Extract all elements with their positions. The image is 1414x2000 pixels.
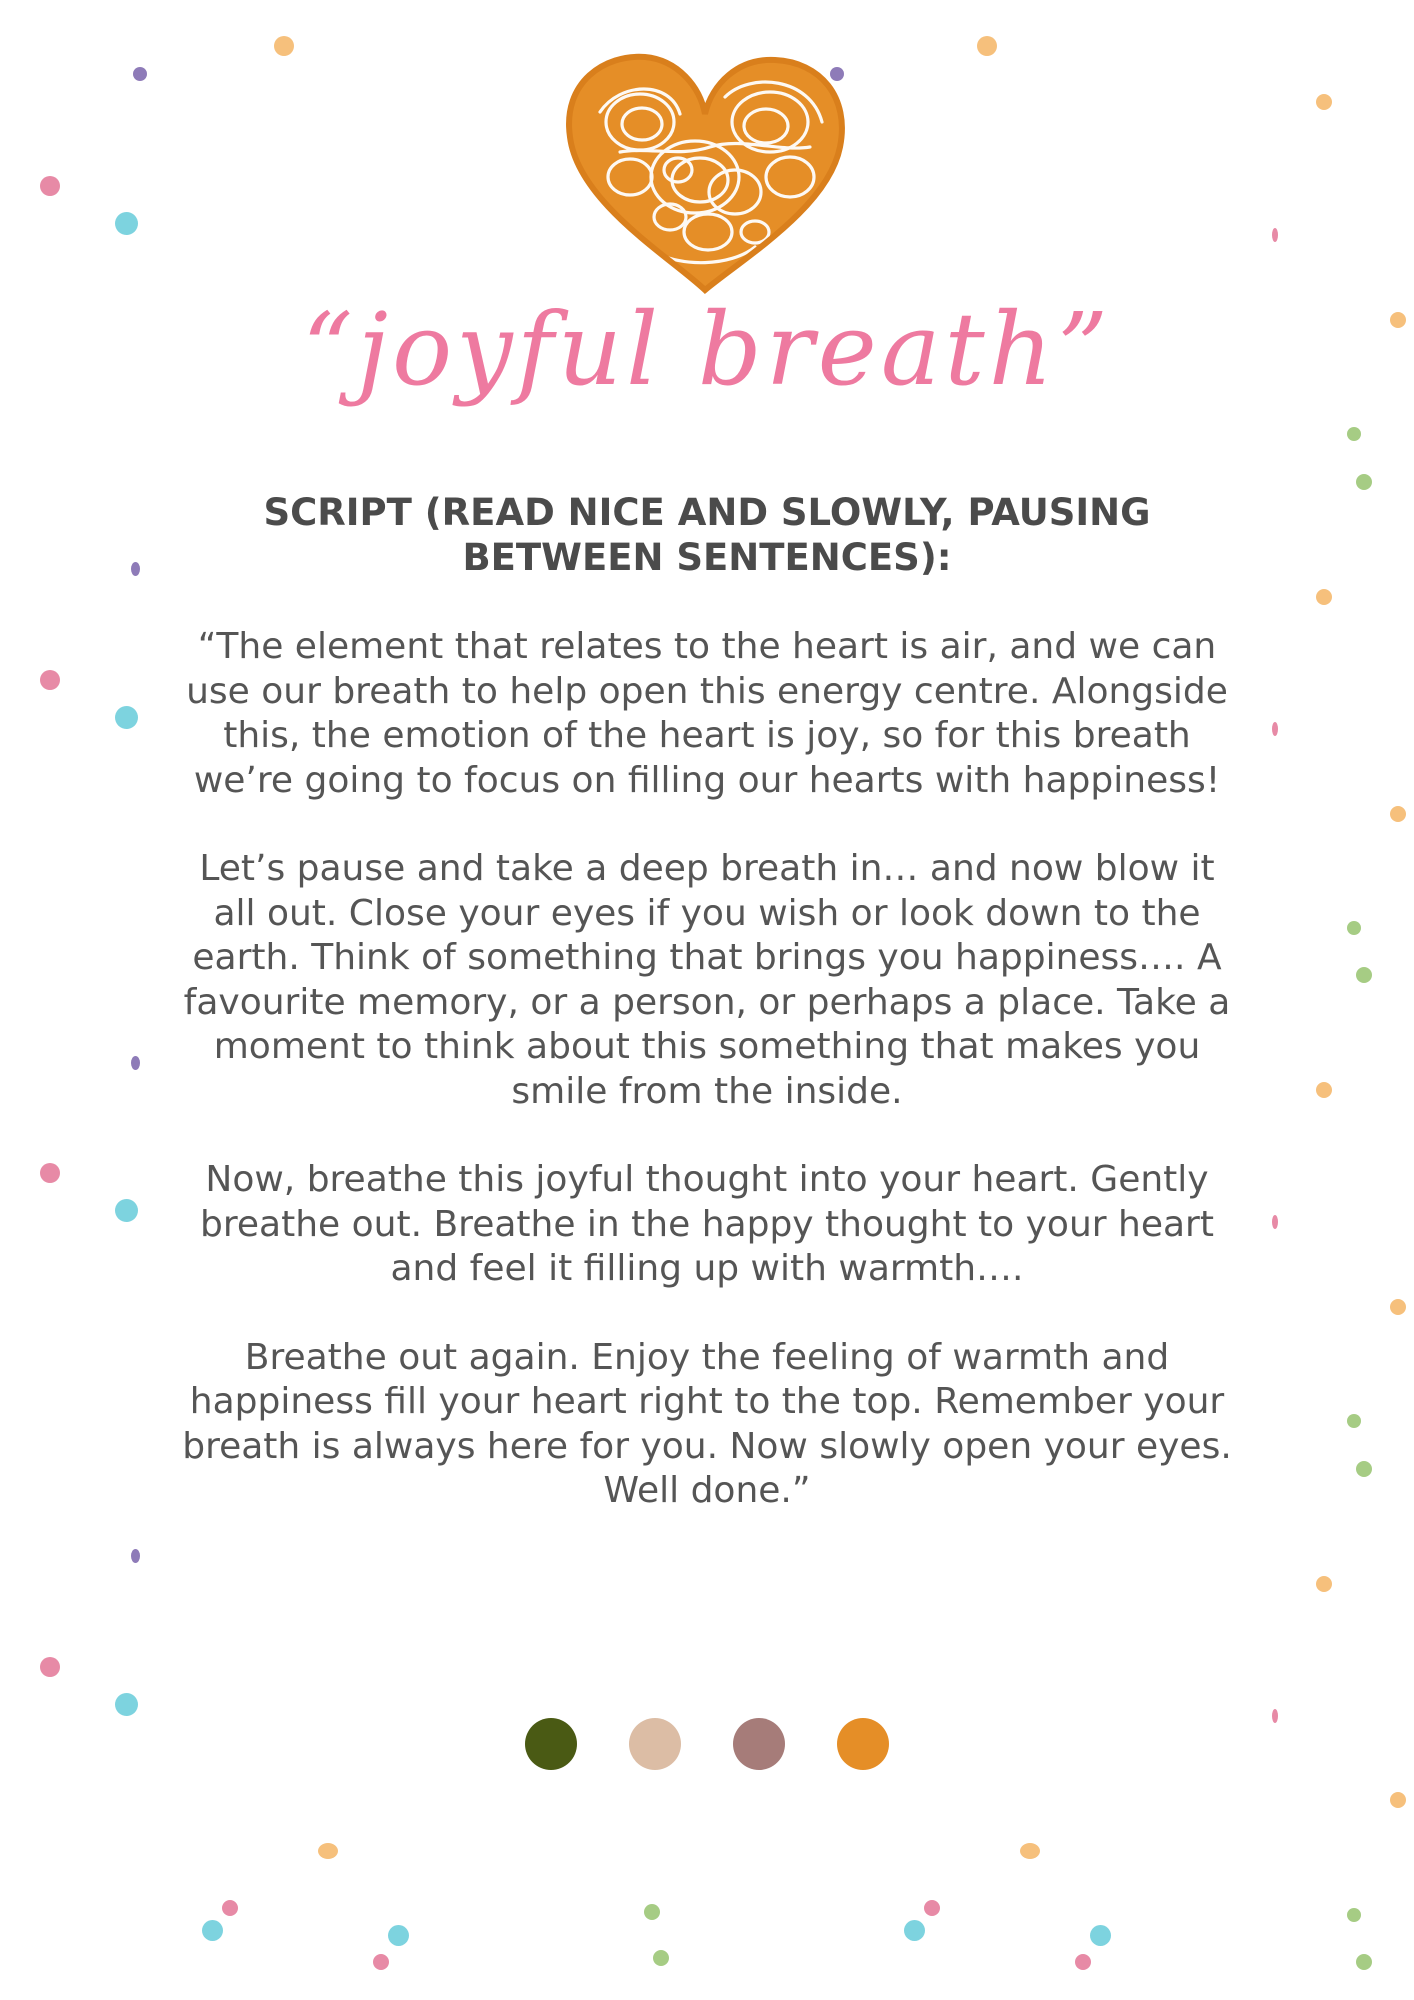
confetti-dot xyxy=(222,1900,238,1916)
confetti-dot xyxy=(1356,474,1372,490)
confetti-dot xyxy=(115,1199,138,1222)
confetti-dot xyxy=(115,706,138,729)
confetti-dot xyxy=(1347,1908,1361,1922)
color-swatch-olive xyxy=(525,1718,577,1770)
confetti-dot xyxy=(131,1056,140,1070)
confetti-dot xyxy=(40,1657,60,1677)
confetti-dot xyxy=(1272,1709,1278,1723)
confetti-dot xyxy=(924,1900,940,1916)
confetti-dot xyxy=(1356,967,1372,983)
scribble-heart-icon xyxy=(560,52,850,297)
confetti-dot xyxy=(40,670,60,690)
confetti-dot xyxy=(202,1920,223,1941)
color-swatch-beige xyxy=(629,1718,681,1770)
confetti-dot xyxy=(40,176,60,196)
confetti-dot xyxy=(1390,1299,1406,1315)
script-heading: SCRIPT (READ NICE AND SLOWLY, PAUSING BETWEEN SENTENCES): xyxy=(263,491,1151,579)
confetti-dot xyxy=(1347,427,1361,441)
confetti-dot xyxy=(274,36,294,56)
color-swatch-mauve xyxy=(733,1718,785,1770)
confetti-dot xyxy=(1075,1954,1091,1970)
confetti-dot xyxy=(1390,806,1406,822)
confetti-dot xyxy=(115,1693,138,1716)
script-paragraph: Breathe out again. Enjoy the feeling of warmth and happiness fill your heart right to the top. Remember your breath is always here for you. Now slowly open your eyes. Well done.” xyxy=(182,1336,1232,1511)
confetti-dot xyxy=(1090,1925,1111,1946)
script-body xyxy=(180,625,1234,1558)
confetti-dot xyxy=(1347,1414,1361,1428)
confetti-dot xyxy=(40,1163,60,1183)
confetti-dot xyxy=(131,1549,140,1563)
confetti-dot xyxy=(1316,589,1332,605)
color-swatch-orange xyxy=(837,1718,889,1770)
confetti-dot xyxy=(644,1904,660,1920)
confetti-dot xyxy=(1316,94,1332,110)
confetti-dot xyxy=(904,1920,925,1941)
confetti-dot xyxy=(1390,1792,1406,1808)
color-swatches xyxy=(525,1718,885,1774)
script-paragraph: Now, breathe this joyful thought into your heart. Gently breathe out. Breathe in the happy thought to your heart and feel it filling up with warmth…. xyxy=(200,1159,1214,1289)
confetti-dot xyxy=(1356,1461,1372,1477)
confetti-dot xyxy=(1347,921,1361,935)
confetti-dot xyxy=(1356,1954,1372,1970)
confetti-dot xyxy=(653,1950,669,1966)
confetti-dot xyxy=(115,212,138,235)
confetti-dot xyxy=(1316,1576,1332,1592)
confetti-dot xyxy=(1020,1843,1040,1859)
confetti-dot xyxy=(1272,722,1278,736)
confetti-dot xyxy=(131,562,140,576)
confetti-dot xyxy=(133,67,147,81)
script-paragraph: Let’s pause and take a deep breath in… and now blow it all out. Close your eyes if you wish or look down to the earth. Think of something that brings you happiness…. A favourite memory, or a person, or perhaps a place. Take a moment to think about this something that makes you smile from the inside. xyxy=(183,848,1231,1112)
confetti-dot xyxy=(977,36,997,56)
confetti-dot xyxy=(318,1843,338,1859)
confetti-dot xyxy=(373,1954,389,1970)
confetti-dot xyxy=(1272,228,1278,242)
page-title: “joyful breath” xyxy=(301,291,1113,408)
confetti-dot xyxy=(1316,1082,1332,1098)
confetti-dot xyxy=(1272,1215,1278,1229)
confetti-dot xyxy=(388,1925,409,1946)
script-paragraph: “The element that relates to the heart is air, and we can use our breath to help open this energy centre. Alongside this, the emotion of the heart is joy, so for this breath we’re going to focus on filling our hearts with happiness! xyxy=(186,626,1228,801)
